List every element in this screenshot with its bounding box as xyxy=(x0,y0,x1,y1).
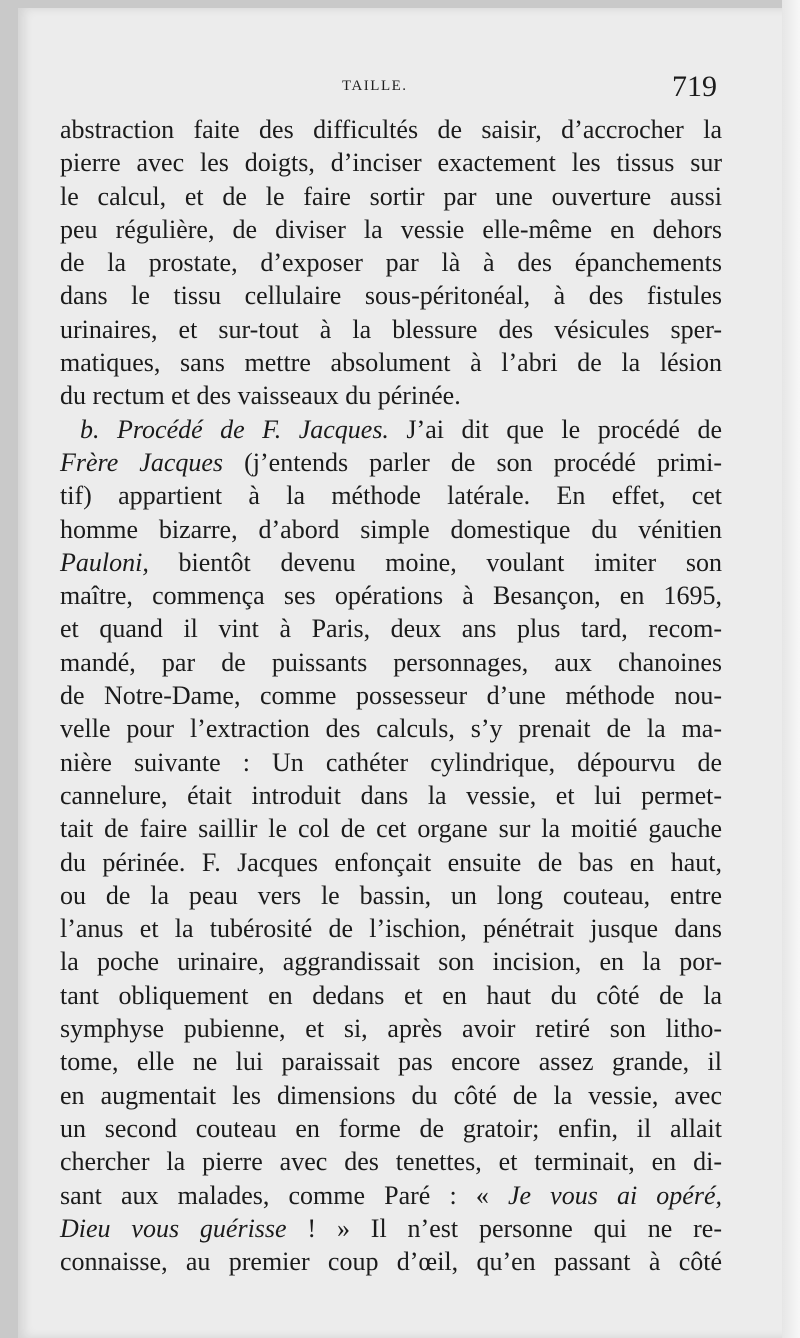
text-segment: tait de faire saillir le col de cet organe sur la moitié gauche xyxy=(60,814,722,844)
text-line xyxy=(60,612,722,645)
text-line xyxy=(60,812,722,845)
text-segment: le calcul, et de le faire sortir par une ouverture aussi xyxy=(60,181,722,211)
text-segment: (j’entends parler de son procédé primi- xyxy=(223,447,722,477)
text-line xyxy=(60,679,722,712)
text-segment: de la prostate, d’exposer par là à des épanchements xyxy=(60,248,722,278)
text-line xyxy=(60,912,722,945)
text-line xyxy=(60,945,722,978)
text-line xyxy=(60,513,722,546)
text-segment: du rectum et des vaisseaux du périnée. xyxy=(60,381,461,411)
text-segment: cannelure, était introduit dans la vessie, et lui permet- xyxy=(60,780,722,810)
text-segment: du périnée. F. Jacques enfonçait ensuite de bas en haut, xyxy=(60,847,722,877)
text-segment: la poche urinaire, aggrandissait son incision, en la por- xyxy=(60,947,722,977)
text-line xyxy=(60,213,722,246)
italic-text: Frère Jacques xyxy=(60,447,224,477)
italic-text: Je vous ai opéré, xyxy=(507,1180,722,1210)
text-line xyxy=(60,846,722,879)
text-segment: et quand il vint à Paris, deux ans plus tard, recom- xyxy=(60,614,722,644)
text-segment: bientôt devenu moine, voulant imiter son xyxy=(148,547,722,577)
text-segment: abstraction faite des difficultés de saisir, d’accrocher la xyxy=(60,115,722,144)
text-segment: urinaires, et sur-tout à la blessure des vésicules sper- xyxy=(60,314,722,344)
page-header xyxy=(0,70,800,110)
text-segment: ! » Il n’est personne qui ne re- xyxy=(286,1213,722,1243)
text-line xyxy=(60,346,722,379)
italic-text: Pauloni, xyxy=(60,547,149,577)
text-line xyxy=(60,546,722,579)
text-segment: peu régulière, de diviser la vessie elle-même en dehors xyxy=(60,214,722,244)
text-line xyxy=(60,1045,722,1078)
text-segment: tant obliquement en dedans et en haut du côté de la xyxy=(60,980,722,1010)
text-segment: tif) appartient à la méthode latérale. En effet, cet xyxy=(60,481,722,511)
text-line xyxy=(60,979,722,1012)
text-line xyxy=(60,1179,722,1212)
text-line xyxy=(60,712,722,745)
text-line xyxy=(60,1079,722,1112)
page-edge xyxy=(782,0,800,1338)
text-segment: sant aux malades, comme Paré : « xyxy=(60,1180,508,1210)
text-line xyxy=(60,113,722,146)
body-text xyxy=(60,113,722,1278)
text-line xyxy=(60,1012,722,1045)
text-line xyxy=(60,379,722,412)
text-segment: velle pour l’extraction des calculs, s’y prenait de la ma- xyxy=(60,714,722,744)
text-segment: homme bizarre, d’abord simple domestique du vénitien xyxy=(60,514,722,544)
running-head: TAILLE. xyxy=(342,78,408,94)
text-segment: chercher la pierre avec des tenettes, et terminait, en di- xyxy=(60,1147,722,1177)
text-segment: pierre avec les doigts, d’inciser exactement les tissus sur xyxy=(60,148,722,178)
text-line xyxy=(60,746,722,779)
text-line xyxy=(60,413,722,446)
text-line xyxy=(60,479,722,512)
italic-text: b. Procédé de F. Jacques. xyxy=(80,414,389,444)
italic-text: Dieu vous guérisse xyxy=(60,1213,287,1243)
text-line xyxy=(60,879,722,912)
text-line xyxy=(60,313,722,346)
text-segment: l’anus et la tubérosité de l’ischion, pénétrait jusque dans xyxy=(60,914,722,944)
text-segment: maître, commença ses opérations à Besançon, en 1695, xyxy=(60,581,722,611)
page-number: 719 xyxy=(672,70,717,103)
text-segment: en augmentait les dimensions du côté de la vessie, avec xyxy=(60,1080,722,1110)
text-segment: J’ai dit que le procédé de xyxy=(388,414,722,444)
text-segment: dans le tissu cellulaire sous-péritonéal, à des fistules xyxy=(60,281,722,311)
text-line xyxy=(60,246,722,279)
text-line xyxy=(60,579,722,612)
text-segment: de Notre-Dame, comme possesseur d’une méthode nou- xyxy=(60,681,722,711)
text-segment: symphyse pubienne, et si, après avoir retiré son litho- xyxy=(60,1014,722,1044)
text-line xyxy=(60,1112,722,1145)
text-segment: nière suivante : Un cathéter cylindrique, dépourvu de xyxy=(60,747,722,777)
text-line xyxy=(60,1245,722,1278)
text-line xyxy=(60,646,722,679)
text-segment: un second couteau en forme de gratoir; enfin, il allait xyxy=(60,1113,722,1143)
text-line xyxy=(60,1145,722,1178)
text-line xyxy=(60,146,722,179)
text-segment: mandé, par de puissants personnages, aux chanoines xyxy=(60,647,722,677)
text-segment: ou de la peau vers le bassin, un long couteau, entre xyxy=(60,880,722,910)
text-line xyxy=(60,180,722,213)
text-segment: matiques, sans mettre absolument à l’abri de la lésion xyxy=(60,348,722,378)
text-segment: connaisse, au premier coup d’œil, qu’en passant à côté xyxy=(60,1247,722,1277)
text-line xyxy=(60,779,722,812)
text-segment: tome, elle ne lui paraissait pas encore assez grande, il xyxy=(60,1047,722,1077)
text-line xyxy=(60,446,722,479)
text-line xyxy=(60,279,722,312)
text-line xyxy=(60,1212,722,1245)
